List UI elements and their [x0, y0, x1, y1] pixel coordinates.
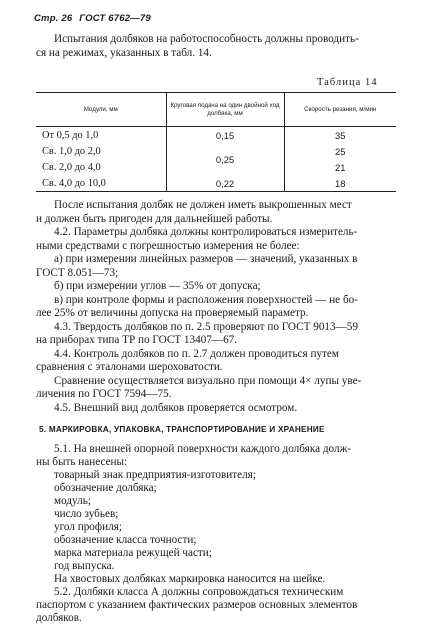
body-line: ГОСТ 8.051—73;	[36, 267, 119, 279]
table-row	[36, 175, 396, 192]
body-line: Сравнение осуществляется визуально при помощи 4× лупы уве-	[54, 375, 362, 387]
cell-speed: 35	[284, 127, 396, 144]
body-line: лее 25% от величины допуска на проверяемый параметр.	[36, 307, 309, 319]
table-header-row	[36, 93, 396, 127]
body-line: на приборах типа ТР по ГОСТ 13407—67.	[36, 334, 238, 346]
body-line: 4.3. Твердость долбяков по п. 2.5 проверяют по ГОСТ 9013—59	[54, 321, 358, 333]
body-line: ными средствами с погрешностью измерения не более:	[36, 240, 300, 252]
section-line: долбяков.	[36, 612, 82, 624]
table-caption: Таблица 14	[317, 77, 378, 88]
body-line: личения по ГОСТ 7594—75.	[36, 388, 172, 400]
body-line: б) при измерении углов — 35% от допуска;	[54, 280, 261, 292]
cell-speed: 18	[284, 175, 396, 192]
section-line: товарный знак предприятия-изготовителя;	[54, 469, 256, 481]
body-line: 4.2. Параметры долбяка должны контролироваться измеритель-	[54, 226, 358, 238]
section-line: обозначение долбяка;	[54, 482, 157, 494]
intro-line-2: ся на режимах, указанных в табл. 14.	[36, 47, 212, 59]
section-5-title: 5. МАРКИРОВКА, УПАКОВКА, ТРАНСПОРТИРОВАНИЕ И ХРАНЕНИЕ	[39, 425, 325, 434]
intro-line-1: Испытания долбяков на работоспособность должны проводить-	[54, 33, 359, 45]
cell-module: От 0,5 до 1,0	[42, 129, 99, 141]
section-line: год выпуска.	[54, 560, 115, 572]
cell-feed: 0,15	[166, 127, 284, 144]
section-line: паспортом с указанием фактических размеров основных элементов	[36, 599, 358, 611]
section-line: ны быть нанесены:	[36, 456, 128, 468]
test-modes-table	[36, 92, 396, 192]
section-line: 5.1. На внешней опорной поверхности каждого долбяка долж-	[54, 443, 352, 455]
cell-feed: 0,22	[166, 175, 284, 192]
standard-code: ГОСТ 6762—79	[79, 13, 151, 24]
body-line: 4.4. Контроль долбяков по п. 2.7 должен проводиться путем	[54, 348, 339, 360]
header-speed: Скорость резания, м/мин	[284, 93, 396, 127]
header-module: Модули, мм	[36, 93, 166, 127]
section-line: угол профиля;	[54, 521, 122, 533]
table-row	[36, 127, 396, 144]
cell-feed: 0,25	[166, 143, 284, 175]
body-line: сравнения с эталонами шероховатости.	[36, 361, 223, 373]
cell-module: Св. 1,0 до 2,0	[42, 145, 101, 157]
section-line: 5.2. Долбяки класса А должны сопровождаться техническим	[54, 586, 344, 598]
body-line: в) при контроле формы и расположения поверхностей — не бо-	[54, 294, 358, 306]
section-line: число зубьев;	[54, 508, 119, 520]
header-feed: Круговая подача на один двойной ход долбяка, мм	[166, 93, 284, 127]
cell-module: Св. 2,0 до 4,0	[42, 161, 101, 173]
table-row	[36, 143, 396, 159]
section-line: марка материала режущей части;	[54, 547, 212, 559]
cell-module: Св. 4,0 до 10,0	[36, 175, 166, 192]
body-line: а) при измерении линейных размеров — значений, указанных в	[54, 253, 358, 265]
cell-speed: 21	[284, 159, 396, 175]
body-line: 4.5. Внешний вид долбяков проверяется осмотром.	[54, 402, 298, 414]
cell-speed: 25	[284, 143, 396, 159]
page-header	[34, 13, 151, 24]
section-line: модуль;	[54, 495, 91, 507]
body-line: и должен быть пригоден для дальнейшей работы.	[36, 213, 273, 225]
section-line: На хвостовых долбяках маркировка наносится на шейке.	[54, 573, 326, 585]
page-number: Стр. 26	[34, 13, 73, 24]
section-line: обозначение класса точности;	[54, 534, 197, 546]
body-line: После испытания долбяк не должен иметь выкрошенных мест	[54, 199, 352, 211]
